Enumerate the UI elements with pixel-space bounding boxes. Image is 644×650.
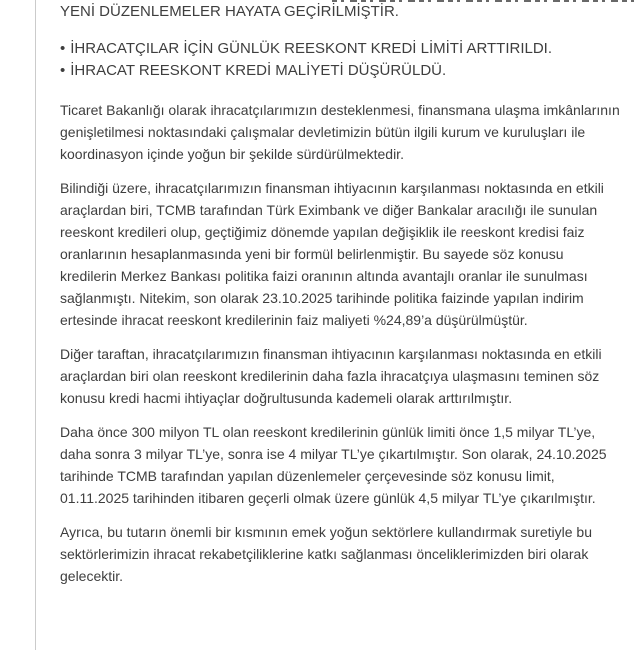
paragraph-daily-limit-history: Daha önce 300 milyon TL olan reeskont kredilerinin günlük limiti önce 1,5 milyar TL’ye, daha sonra 3 milyar TL’ye, sonra ise 4 milyar TL’ye çıkartılmıştır. Son olarak, 24.10.2025 tarihinde TCMB tarafından yapılan düzenlemeler çerçevesinde söz konusu limit, 01.11.2025 tarihinden itibaren geçerli olmak üzere günlük 4,5 milyar TL’ye çıkarılmıştır. (60, 424, 607, 506)
bullet-list (60, 38, 620, 82)
bullet-icon: • (60, 40, 66, 57)
document-content (60, 2, 620, 599)
bullet-text-daily-limit: İHRACATÇILAR İÇİN GÜNLÜK REESKONT KREDİ LİMİTİ ARTTIRILDI. (70, 40, 553, 57)
bullet-icon: • (60, 62, 66, 79)
paragraph-volume-increase: Diğer taraftan, ihracatçılarımızın finansman ihtiyacının karşılanması noktasında en etkili araçlardan biri olan reeskont kredilerinin daha fazla ihracatçıya ulaşmasını teminen söz konusu kredi hacmi ihtiyaçlar doğrultusunda kademeli olarak arttırılmıştır. (60, 346, 602, 406)
paragraph-labor-sectors: Ayrıca, bu tutarın önemli bir kısmının emek yoğun sektörlere kullandırmak suretiyle bu sektörlerimizin ihracat rekabetçiliklerine katkı sağlanması önceliklerimizden biri olarak gelecektir. (60, 524, 592, 584)
left-border-rule (35, 0, 36, 650)
paragraph-intro: Ticaret Bakanlığı olarak ihracatçılarımızın desteklenmesi, finansmana ulaşma imkânlarının genişletilmesi noktasındaki çalışmalar devletimizin bütün ilgili kurum ve kuruluşları ile koordinasyon içinde yoğun bir şekilde sürdürülmektedir. (60, 102, 620, 162)
headline-continuation: YENİ DÜZENLEMELER HAYATA GEÇİRİLMİŞTİR. (60, 3, 399, 20)
bullet-text-credit-cost: İHRACAT REESKONT KREDİ MALİYETİ DÜŞÜRÜLDÜ. (70, 62, 447, 79)
bullet-item (60, 60, 620, 82)
bullet-item (60, 38, 620, 60)
paragraph-rate-formula: Bilindiği üzere, ihracatçılarımızın finansman ihtiyacının karşılanması noktasında en etkili araçlardan biri, TCMB tarafından Türk Eximbank ve diğer Bankalar aracılığı ile sunulan reeskont kredileri olup, geçtiğimiz dönemde yapılan değişiklik ile reeskont kredisi faiz oranlarının hesaplanmasında yeni bir formül belirlenmiştir. Bu sayede söz konusu kredilerin Merkez Bankası politika faizi oranının altında avantajlı oranlar ile sunulması sağlanmıştı. Nitekim, son olarak 23.10.2025 tarihinde politika faizinde yapılan indirim ertesinde ihracat reeskont kredilerinin faiz maliyeti %24,89’a düşürülmüştür. (60, 180, 604, 328)
